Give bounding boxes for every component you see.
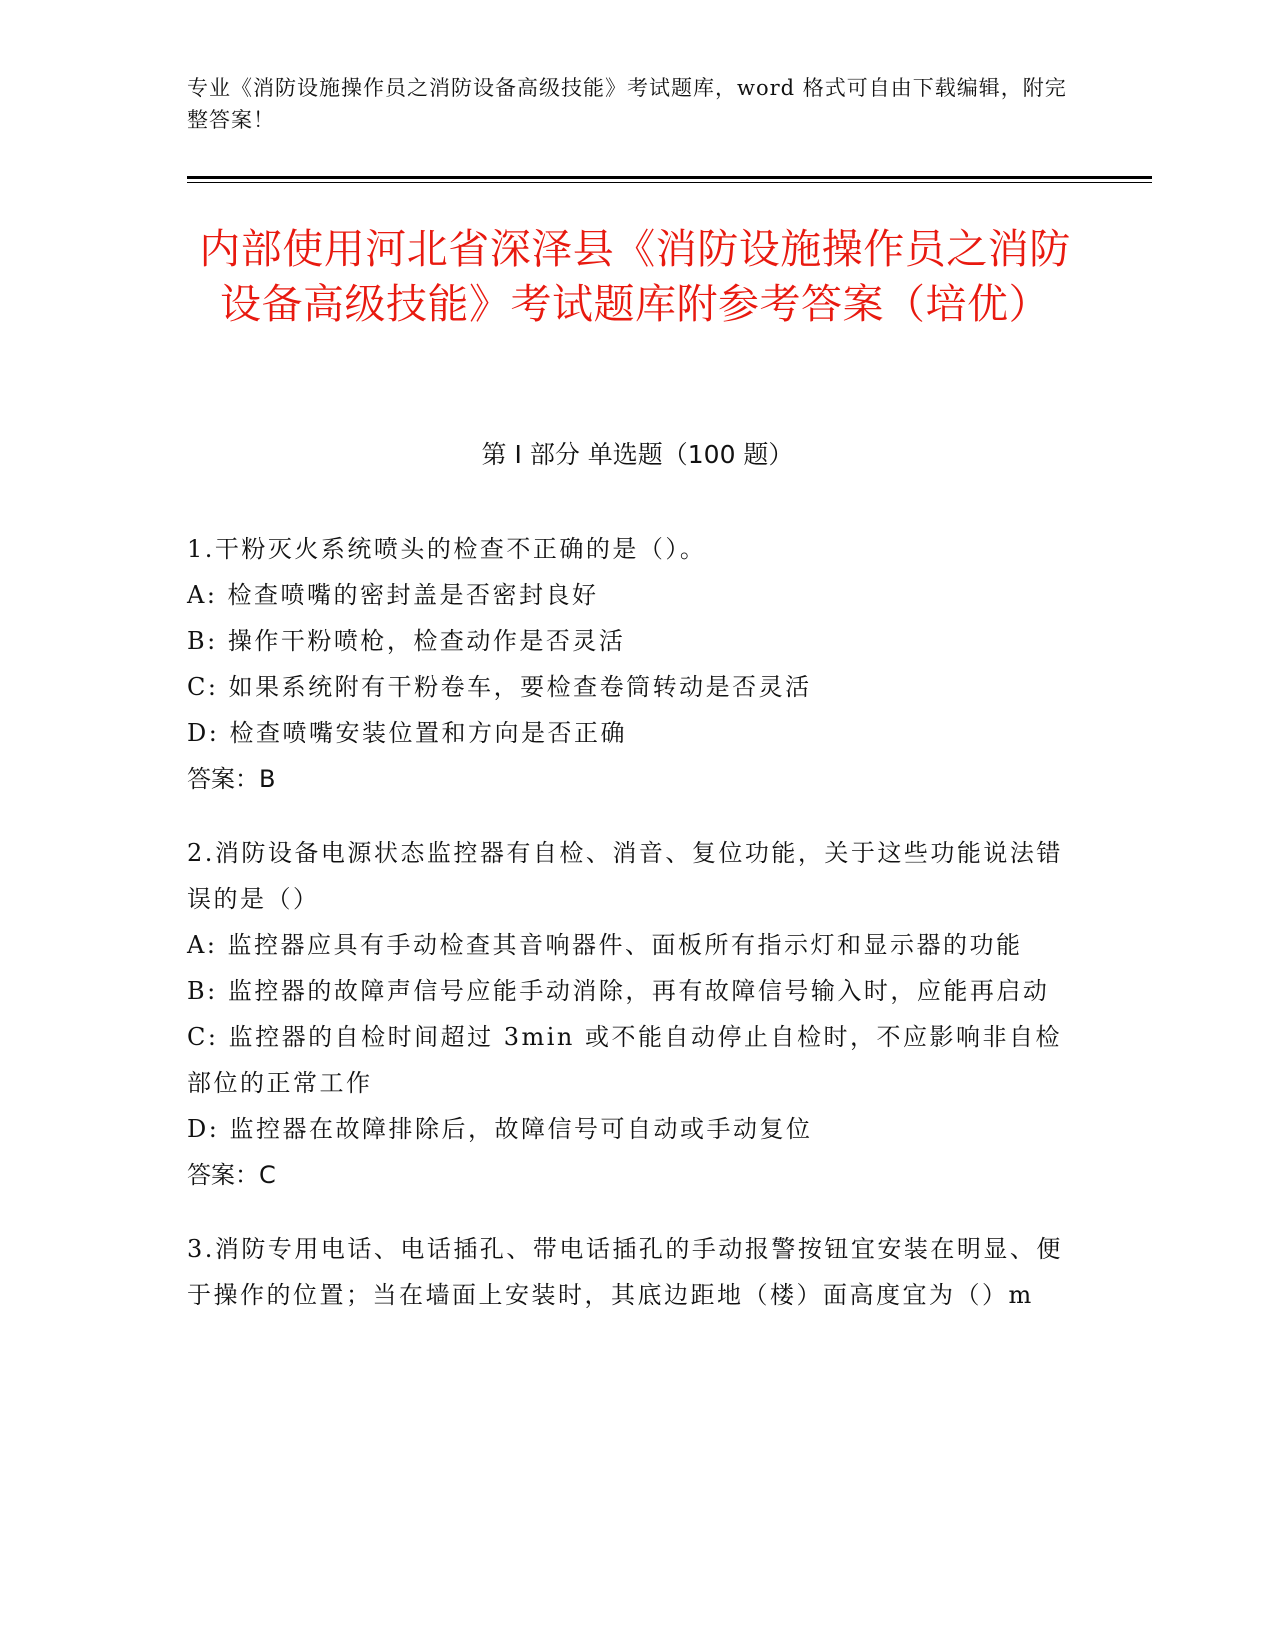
section-heading: 第 I 部分 单选题（100 题） xyxy=(481,440,794,469)
option-b: B: 监控器的故障声信号应能手动消除，再有故障信号输入时，应能再启动 xyxy=(187,977,1050,1005)
header-note: 专业《消防设施操作员之消防设备高级技能》考试题库，word 格式可自由下载编辑，附完整答案！ xyxy=(187,76,1067,132)
option-d: D: 检查喷嘴安装位置和方向是否正确 xyxy=(187,719,627,747)
header-rule-thick xyxy=(187,176,1152,179)
question-text: 2.消防设备电源状态监控器有自检、消音、复位功能，关于这些功能说法错误的是（） xyxy=(187,839,1063,913)
document-title: 内部使用河北省深泽县《消防设施操作员之消防设备高级技能》考试题库附参考答案（培优） xyxy=(199,225,1071,328)
option-c: C: 如果系统附有干粉卷车，要检查卷筒转动是否灵活 xyxy=(187,673,812,701)
header-rule-thin xyxy=(187,182,1152,183)
answer: 答案：C xyxy=(187,1161,276,1189)
answer: 答案：B xyxy=(187,765,276,793)
question-2 xyxy=(187,830,1067,1198)
option-d: D: 监控器在故障排除后，故障信号可自动或手动复位 xyxy=(187,1115,813,1143)
option-a: A: 检查喷嘴的密封盖是否密封良好 xyxy=(187,581,599,609)
option-b: B: 操作干粉喷枪，检查动作是否灵活 xyxy=(187,627,626,655)
question-text: 3.消防专用电话、电话插孔、带电话插孔的手动报警按钮宜安装在明显、便于操作的位置；当在墙面上安装时，其底边距地（楼）面高度宜为（）m xyxy=(187,1235,1063,1309)
question-1 xyxy=(187,526,1067,802)
question-3 xyxy=(187,1226,1067,1318)
option-a: A: 监控器应具有手动检查其音响器件、面板所有指示灯和显示器的功能 xyxy=(187,931,1023,959)
option-c: C: 监控器的自检时间超过 3min 或不能自动停止自检时，不应影响非自检部位的正常工作 xyxy=(187,1023,1062,1097)
question-text: 1.干粉灭火系统喷头的检查不正确的是（）。 xyxy=(187,535,707,563)
question-list xyxy=(187,526,1067,1346)
